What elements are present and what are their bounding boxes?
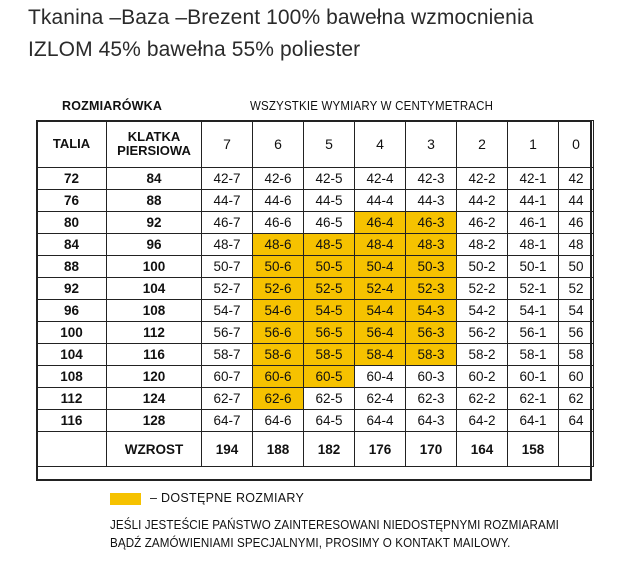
size-cell: 62-3 — [406, 388, 457, 410]
size-cell: 46 — [559, 212, 594, 234]
header-size-2: 2 — [457, 121, 508, 168]
table-row — [37, 212, 594, 234]
size-cell: 46-2 — [457, 212, 508, 234]
size-cell: 58-5 — [304, 344, 355, 366]
size-cell: 58-2 — [457, 344, 508, 366]
size-cell: 54-1 — [508, 300, 559, 322]
talia-cell: 92 — [37, 278, 107, 300]
size-cell: 64-1 — [508, 410, 559, 432]
size-cell: 44-1 — [508, 190, 559, 212]
talia-cell: 104 — [37, 344, 107, 366]
size-cell: 64-7 — [202, 410, 253, 432]
size-cell: 50-1 — [508, 256, 559, 278]
talia-cell: 96 — [37, 300, 107, 322]
size-cell: 50-2 — [457, 256, 508, 278]
size-cell: 48-2 — [457, 234, 508, 256]
header-size-1: 1 — [508, 121, 559, 168]
wzrost-row — [37, 432, 594, 467]
size-cell: 56-6 — [253, 322, 304, 344]
table-row — [37, 410, 594, 432]
wzrost-blank-cell — [37, 432, 107, 467]
header-klatka — [107, 121, 202, 168]
size-cell: 64-3 — [406, 410, 457, 432]
size-cell: 48-1 — [508, 234, 559, 256]
size-cell: 46-3 — [406, 212, 457, 234]
size-cell: 54-6 — [253, 300, 304, 322]
size-cell: 64-4 — [355, 410, 406, 432]
wzrost-value — [559, 432, 594, 467]
title-line-1: Tkanina –Baza –Brezent 100% bawełna wzmocnienia — [28, 6, 534, 29]
size-cell: 52-3 — [406, 278, 457, 300]
size-cell: 42-7 — [202, 168, 253, 190]
size-table — [36, 120, 594, 467]
size-cell: 62-6 — [253, 388, 304, 410]
talia-cell: 76 — [37, 190, 107, 212]
header-size-7: 7 — [202, 121, 253, 168]
size-cell: 52-2 — [457, 278, 508, 300]
size-cell: 56-3 — [406, 322, 457, 344]
size-cell: 60-7 — [202, 366, 253, 388]
size-cell: 52-1 — [508, 278, 559, 300]
size-cell: 58-3 — [406, 344, 457, 366]
table-row — [37, 234, 594, 256]
talia-cell: 112 — [37, 388, 107, 410]
size-cell: 54-7 — [202, 300, 253, 322]
wzrost-value: 158 — [508, 432, 559, 467]
size-cell: 58 — [559, 344, 594, 366]
size-cell: 60-6 — [253, 366, 304, 388]
size-cell: 56-5 — [304, 322, 355, 344]
size-cell: 46-7 — [202, 212, 253, 234]
units-label: WSZYSTKIE WYMIARY W CENTYMETRACH — [250, 99, 494, 113]
size-cell: 60-4 — [355, 366, 406, 388]
size-cell: 46-4 — [355, 212, 406, 234]
size-cell: 42-1 — [508, 168, 559, 190]
note-line-1: JEŚLI JESTEŚCIE PAŃSTWO ZAINTERESOWANI NIEDOSTĘPNYMI ROZMIARAMI — [110, 518, 559, 532]
size-cell: 62-1 — [508, 388, 559, 410]
header-size-4: 4 — [355, 121, 406, 168]
talia-cell: 88 — [37, 256, 107, 278]
size-cell: 50-7 — [202, 256, 253, 278]
size-cell: 42-6 — [253, 168, 304, 190]
size-cell: 58-4 — [355, 344, 406, 366]
size-cell: 56-2 — [457, 322, 508, 344]
wzrost-value: 170 — [406, 432, 457, 467]
klatka-cell: 112 — [107, 322, 202, 344]
size-cell: 54-2 — [457, 300, 508, 322]
talia-cell: 80 — [37, 212, 107, 234]
size-cell: 62-2 — [457, 388, 508, 410]
size-cell: 46-6 — [253, 212, 304, 234]
table-row — [37, 344, 594, 366]
size-cell: 48 — [559, 234, 594, 256]
size-cell: 54 — [559, 300, 594, 322]
size-cell: 50-5 — [304, 256, 355, 278]
table-row — [37, 256, 594, 278]
size-cell: 48-4 — [355, 234, 406, 256]
size-cell: 50-4 — [355, 256, 406, 278]
table-row — [37, 388, 594, 410]
klatka-cell: 96 — [107, 234, 202, 256]
header-talia: TALIA — [37, 121, 107, 168]
size-cell: 52-6 — [253, 278, 304, 300]
klatka-cell: 84 — [107, 168, 202, 190]
talia-cell: 108 — [37, 366, 107, 388]
size-cell: 44-6 — [253, 190, 304, 212]
table-row — [37, 278, 594, 300]
size-cell: 60 — [559, 366, 594, 388]
size-cell: 64-6 — [253, 410, 304, 432]
size-cell: 44-2 — [457, 190, 508, 212]
table-header-row — [37, 121, 594, 168]
wzrost-value: 182 — [304, 432, 355, 467]
size-cell: 56-4 — [355, 322, 406, 344]
size-cell: 58-7 — [202, 344, 253, 366]
size-cell: 42-2 — [457, 168, 508, 190]
size-cell: 52-7 — [202, 278, 253, 300]
size-cell: 54-3 — [406, 300, 457, 322]
size-cell: 56 — [559, 322, 594, 344]
talia-cell: 72 — [37, 168, 107, 190]
size-cell: 62 — [559, 388, 594, 410]
size-cell: 52-5 — [304, 278, 355, 300]
size-cell: 52-4 — [355, 278, 406, 300]
klatka-cell: 128 — [107, 410, 202, 432]
wzrost-value: 176 — [355, 432, 406, 467]
klatka-cell: 116 — [107, 344, 202, 366]
size-cell: 42-3 — [406, 168, 457, 190]
talia-cell: 116 — [37, 410, 107, 432]
size-cell: 46-1 — [508, 212, 559, 234]
size-cell: 42-5 — [304, 168, 355, 190]
talia-cell: 84 — [37, 234, 107, 256]
klatka-cell: 120 — [107, 366, 202, 388]
size-cell: 62-5 — [304, 388, 355, 410]
note-line-2: BĄDŹ ZAMÓWIENIAMI SPECJALNYMI, PROSIMY O KONTAKT MAILOWY. — [110, 536, 511, 550]
size-cell: 44 — [559, 190, 594, 212]
size-cell: 56-7 — [202, 322, 253, 344]
size-cell: 44-4 — [355, 190, 406, 212]
size-cell: 56-1 — [508, 322, 559, 344]
size-chart-label: ROZMIARÓWKA — [62, 99, 163, 113]
size-cell: 54-4 — [355, 300, 406, 322]
klatka-cell: 92 — [107, 212, 202, 234]
size-cell: 42-4 — [355, 168, 406, 190]
size-cell: 50-6 — [253, 256, 304, 278]
size-cell: 64-5 — [304, 410, 355, 432]
size-cell: 60-1 — [508, 366, 559, 388]
size-cell: 42 — [559, 168, 594, 190]
header-klatka-line-2: PIERSIOWA — [117, 143, 191, 158]
table-row — [37, 300, 594, 322]
size-cell: 48-7 — [202, 234, 253, 256]
header-size-0: 0 — [559, 121, 594, 168]
size-cell: 50-3 — [406, 256, 457, 278]
size-cell: 50 — [559, 256, 594, 278]
size-cell: 44-7 — [202, 190, 253, 212]
size-cell: 64 — [559, 410, 594, 432]
size-cell: 44-3 — [406, 190, 457, 212]
wzrost-value: 164 — [457, 432, 508, 467]
klatka-cell: 124 — [107, 388, 202, 410]
header-klatka-line-1: KLATKA — [127, 129, 181, 144]
table-row — [37, 366, 594, 388]
size-cell: 48-6 — [253, 234, 304, 256]
klatka-cell: 108 — [107, 300, 202, 322]
header-size-3: 3 — [406, 121, 457, 168]
size-cell: 48-5 — [304, 234, 355, 256]
wzrost-value: 188 — [253, 432, 304, 467]
table-row — [37, 168, 594, 190]
size-cell: 60-2 — [457, 366, 508, 388]
size-cell: 58-1 — [508, 344, 559, 366]
size-cell: 62-4 — [355, 388, 406, 410]
klatka-cell: 104 — [107, 278, 202, 300]
size-cell: 48-3 — [406, 234, 457, 256]
size-cell: 64-2 — [457, 410, 508, 432]
header-size-6: 6 — [253, 121, 304, 168]
size-cell: 60-5 — [304, 366, 355, 388]
size-cell: 46-5 — [304, 212, 355, 234]
size-cell: 54-5 — [304, 300, 355, 322]
title-line-2: IZLOM 45% bawełna 55% poliester — [28, 38, 361, 61]
talia-cell: 100 — [37, 322, 107, 344]
klatka-cell: 88 — [107, 190, 202, 212]
header-size-5: 5 — [304, 121, 355, 168]
legend-swatch — [110, 493, 141, 505]
size-cell: 60-3 — [406, 366, 457, 388]
table-row — [37, 190, 594, 212]
legend-text: – DOSTĘPNE ROZMIARY — [150, 491, 305, 505]
size-cell: 52 — [559, 278, 594, 300]
wzrost-label: WZROST — [107, 432, 202, 467]
table-row — [37, 322, 594, 344]
size-cell: 58-6 — [253, 344, 304, 366]
wzrost-value: 194 — [202, 432, 253, 467]
klatka-cell: 100 — [107, 256, 202, 278]
size-cell: 44-5 — [304, 190, 355, 212]
size-cell: 62-7 — [202, 388, 253, 410]
